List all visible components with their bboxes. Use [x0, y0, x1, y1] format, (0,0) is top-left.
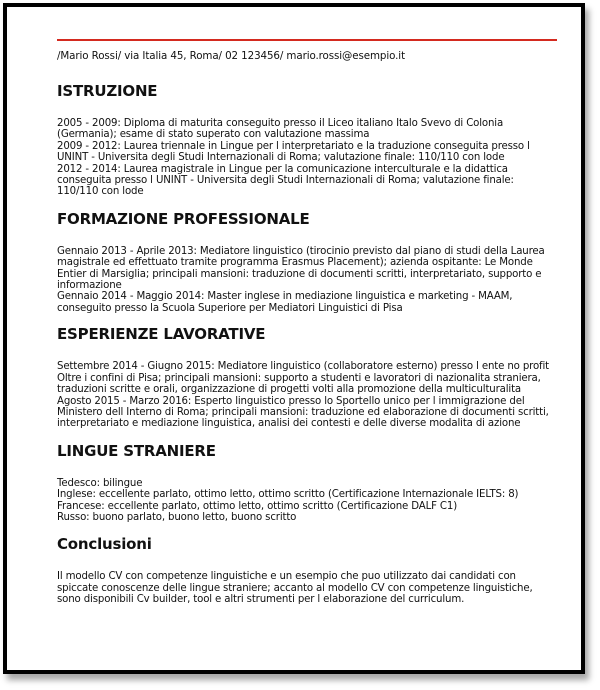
section-formazione — [57, 210, 557, 314]
entry: Settembre 2014 - Giugno 2015: Mediatore linguistico (collaboratore esterno) presso l ente no profit Oltre i confini di Pisa; principali mansioni: supporto a studenti e lavoratori di nazionalita straniera, traduzioni scritte e orali, organizzazione di progetti volti alla promozione della multiculturalita — [57, 361, 549, 396]
section-body — [57, 571, 557, 605]
entry: Francese: eccellente parlato, ottimo letto, ottimo scritto (Certificazione DALF C1) — [57, 500, 458, 512]
entry: 2012 - 2014: Laurea magistrale in Lingue per la comunicazione interculturale e la didattica conseguita presso l UNINT - Universita degli Studi Internazionali di Roma; valutazione finale: 110/110 con lode — [57, 163, 514, 198]
entry: Agosto 2015 - Marzo 2016: Esperto linguistico presso lo Sportello unico per l immigrazione del Ministero dell Interno di Roma; principali mansioni: traduzione ed elaborazione di documenti scritti, interpretariato e mediazione linguistica, analisi dei contesti e delle diverse modalita di azione — [57, 395, 549, 430]
section-body — [57, 478, 557, 524]
entry: Il modello CV con competenze linguistiche e un esempio che puo utilizzato dai candidati con spiccate conoscenze delle lingue straniere; accanto al modello CV con competenze linguistiche, sono disponibili Cv builder, tool e altri strumenti per l elaborazione del curriculum. — [57, 571, 533, 606]
section-lingue — [57, 442, 557, 524]
cv-page — [57, 39, 557, 606]
contact-line: /Mario Rossi/ via Italia 45, Roma/ 02 123456/ mario.rossi@esempio.it — [57, 50, 406, 62]
section-title: FORMAZIONE PROFESSIONALE — [57, 209, 310, 228]
section-body — [57, 118, 557, 198]
entry: 2009 - 2012: Laurea triennale in Lingue per l interpretariato e la traduzione conseguita presso l UNINT - Universita degli Studi Internazionali di Roma; valutazione finale: 110/110 con lode — [57, 140, 530, 164]
section-body — [57, 246, 557, 314]
entry: Tedesco: bilingue — [57, 477, 143, 489]
section-body — [57, 361, 557, 429]
entry: 2005 - 2009: Diploma di maturita conseguito presso il Liceo italiano Italo Svevo di Colonia (Germania); esame di stato superato con valutazione massima — [57, 118, 504, 141]
entry: Gennaio 2013 - Aprile 2013: Mediatore linguistico (tirocinio previsto dal piano di studi della Laurea magistrale ed effettuato tramite programma Erasmus Placement); azienda ospitante: Le Monde Entier di Marsiglia; principali mansioni: traduzione di documenti scritti, interpretariato, supporto e informazione — [57, 245, 545, 292]
document-frame — [3, 3, 585, 674]
section-esperienze — [57, 325, 557, 429]
section-title: ISTRUZIONE — [57, 82, 158, 100]
section-title: Conclusioni — [57, 535, 152, 554]
entry: Russo: buono parlato, buono letto, buono scritto — [57, 511, 297, 523]
entry: Gennaio 2014 - Maggio 2014: Master inglese in mediazione linguistica e marketing - MAAM, conseguito presso la Scuola Superiore per Mediatori Linguistici di Pisa — [57, 291, 513, 314]
section-conclusioni — [57, 535, 557, 605]
section-title: ESPERIENZE LAVORATIVE — [57, 325, 266, 344]
header-rule — [57, 39, 557, 41]
section-istruzione — [57, 82, 557, 198]
entry: Inglese: eccellente parlato, ottimo letto, ottimo scritto (Certificazione Internazionale IELTS: 8) — [57, 489, 519, 501]
section-title: LINGUE STRANIERE — [57, 441, 216, 460]
